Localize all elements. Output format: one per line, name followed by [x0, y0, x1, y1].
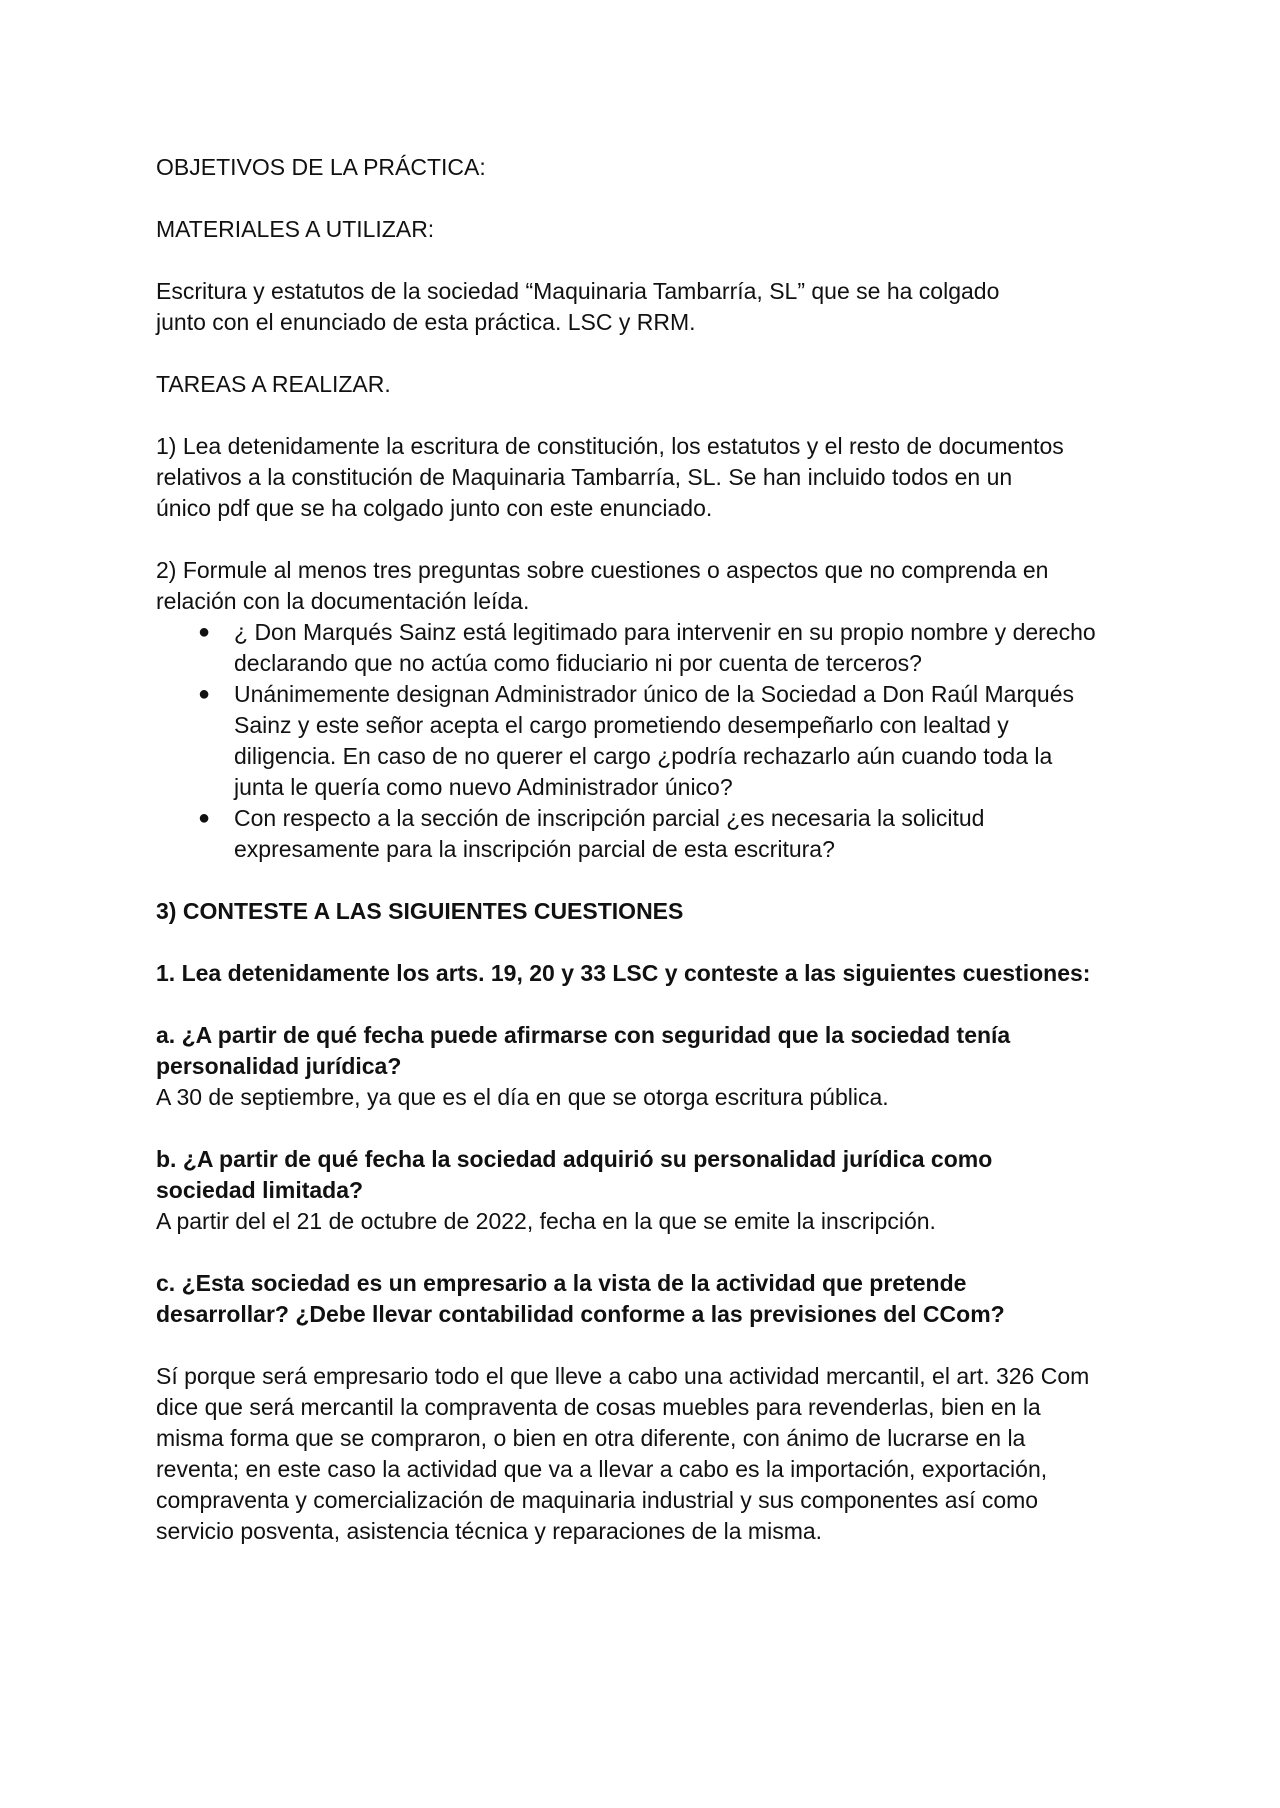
- answer-text: servicio posventa, asistencia técnica y reparaciones de la misma.: [156, 1518, 823, 1544]
- text-line: expresamente para la inscripción parcial de esta escritura?: [234, 836, 835, 862]
- answer-text: reventa; en este caso la actividad que va a llevar a cabo es la importación, exportación,: [156, 1456, 1048, 1482]
- text-line: relativos a la constitución de Maquinaria Tambarría, SL. Se han incluido todos en un: [156, 464, 1013, 490]
- bullet-icon: ●: [198, 621, 211, 643]
- text-line: Escritura y estatutos de la sociedad “Maquinaria Tambarría, SL” que se ha colgado: [156, 278, 1000, 304]
- answer-text: dice que será mercantil la compraventa de cosas muebles para revenderlas, bien en la: [156, 1394, 1041, 1420]
- question-c: [156, 1268, 1136, 1330]
- answer-text: misma forma que se compraron, o bien en otra diferente, con ánimo de lucrarse en la: [156, 1425, 1026, 1451]
- spacer: [156, 338, 1136, 369]
- question-text: a. ¿A partir de qué fecha puede afirmarse con seguridad que la sociedad tenía: [156, 1022, 1011, 1048]
- objectives-heading: OBJETIVOS DE LA PRÁCTICA:: [156, 154, 486, 180]
- answer-c-paragraph: [156, 1361, 1136, 1547]
- document-page: [156, 152, 1136, 1547]
- text-line: junta le quería como nuevo Administrador único?: [234, 774, 733, 800]
- questions-bullet-list: [156, 617, 1136, 865]
- spacer: [156, 400, 1136, 431]
- materials-paragraph: [156, 276, 1136, 338]
- question-text: sociedad limitada?: [156, 1177, 364, 1203]
- question-1-heading: 1. Lea detenidamente los arts. 19, 20 y 33 LSC y conteste a las siguientes cuestiones:: [156, 960, 1091, 986]
- spacer: [156, 1113, 1136, 1144]
- text-line: declarando que no actúa como fiduciario ni por cuenta de terceros?: [234, 650, 922, 676]
- text-line: Unánimemente designan Administrador único de la Sociedad a Don Raúl Marqués: [234, 681, 1074, 707]
- spacer: [156, 1237, 1136, 1268]
- text-line: Con respecto a la sección de inscripción parcial ¿es necesaria la solicitud: [234, 805, 985, 831]
- tasks-heading: TAREAS A REALIZAR.: [156, 371, 391, 397]
- text-line: ¿ Don Marqués Sainz está legitimado para intervenir en su propio nombre y derecho: [234, 619, 1096, 645]
- spacer: [156, 245, 1136, 276]
- list-item: [156, 617, 1136, 679]
- task-1-paragraph: [156, 431, 1136, 524]
- question-b: [156, 1144, 1136, 1237]
- list-item: [156, 679, 1136, 803]
- question-text: personalidad jurídica?: [156, 1053, 402, 1079]
- task-2-paragraph: [156, 555, 1136, 617]
- text-line: diligencia. En caso de no querer el cargo ¿podría rechazarlo aún cuando toda la: [234, 743, 1053, 769]
- materials-heading: MATERIALES A UTILIZAR:: [156, 216, 435, 242]
- spacer: [156, 1330, 1136, 1361]
- question-text: c. ¿Esta sociedad es un empresario a la vista de la actividad que pretende: [156, 1270, 967, 1296]
- spacer: [156, 865, 1136, 896]
- bullet-icon: ●: [198, 683, 211, 705]
- question-text: b. ¿A partir de qué fecha la sociedad adquirió su personalidad jurídica como: [156, 1146, 993, 1172]
- answer-text: A partir del el 21 de octubre de 2022, fecha en la que se emite la inscripción.: [156, 1208, 936, 1234]
- answer-text: A 30 de septiembre, ya que es el día en que se otorga escritura pública.: [156, 1084, 889, 1110]
- bullet-icon: ●: [198, 807, 211, 829]
- question-a: [156, 1020, 1136, 1113]
- question-text: desarrollar? ¿Debe llevar contabilidad conforme a las previsiones del CCom?: [156, 1301, 1005, 1327]
- text-line: Sainz y este señor acepta el cargo prometiendo desempeñarlo con lealtad y: [234, 712, 1009, 738]
- text-line: 1) Lea detenidamente la escritura de constitución, los estatutos y el resto de documentos: [156, 433, 1064, 459]
- text-line: relación con la documentación leída.: [156, 588, 530, 614]
- answer-text: compraventa y comercialización de maquinaria industrial y sus componentes así como: [156, 1487, 1039, 1513]
- text-line: 2) Formule al menos tres preguntas sobre cuestiones o aspectos que no comprenda en: [156, 557, 1049, 583]
- section-3-heading: 3) CONTESTE A LAS SIGUIENTES CUESTIONES: [156, 898, 684, 924]
- answer-text: Sí porque será empresario todo el que lleve a cabo una actividad mercantil, el art. 326 Com: [156, 1363, 1090, 1389]
- text-line: junto con el enunciado de esta práctica. LSC y RRM.: [156, 309, 696, 335]
- spacer: [156, 989, 1136, 1020]
- spacer: [156, 524, 1136, 555]
- text-line: único pdf que se ha colgado junto con este enunciado.: [156, 495, 713, 521]
- spacer: [156, 927, 1136, 958]
- spacer: [156, 183, 1136, 214]
- list-item: [156, 803, 1136, 865]
